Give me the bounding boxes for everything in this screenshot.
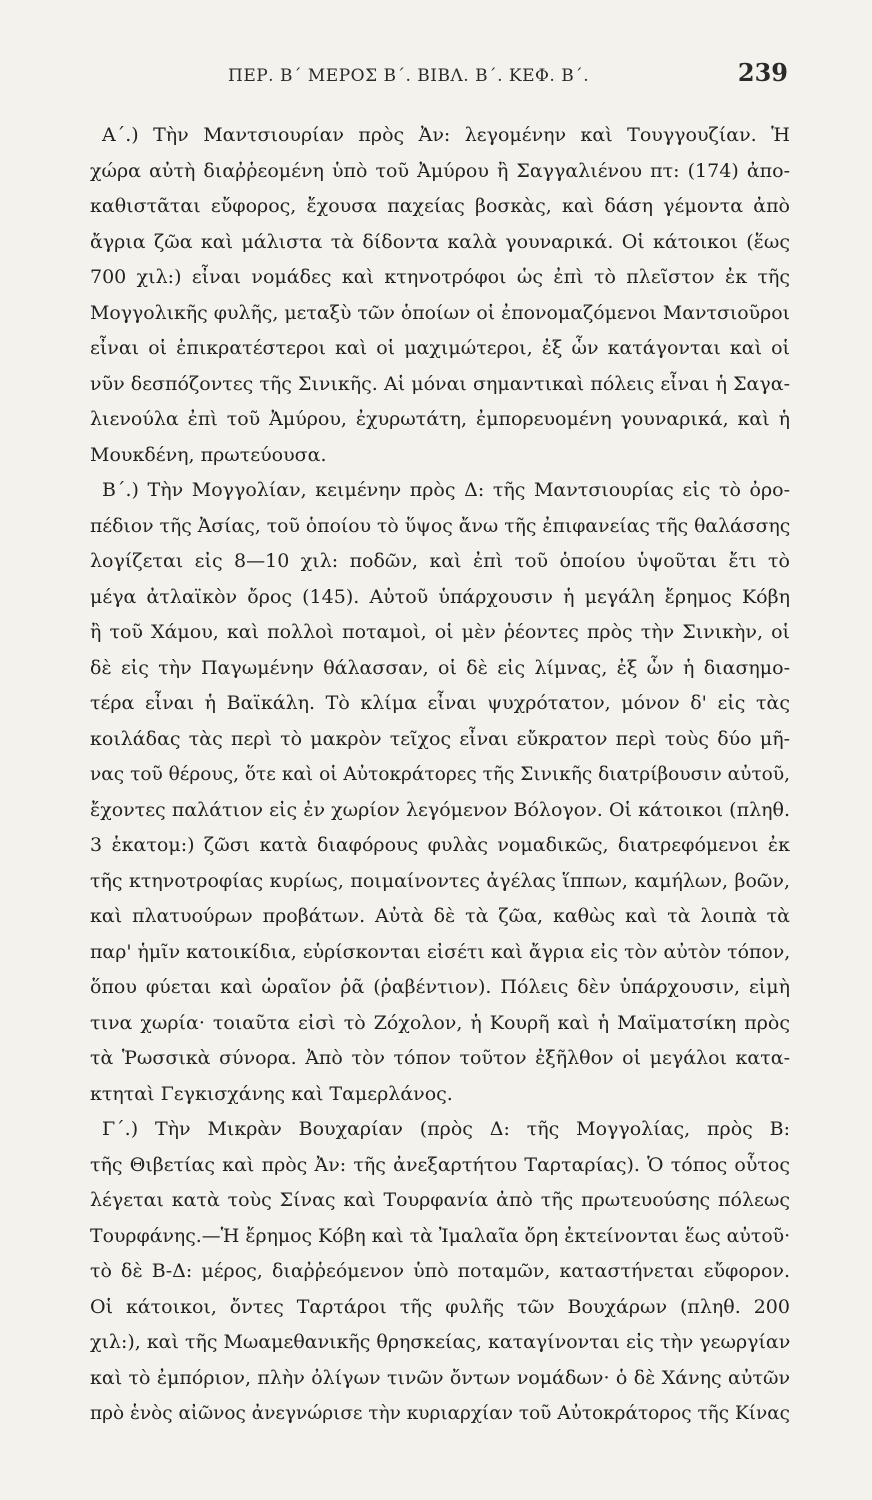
running-head: ΠΕΡ. Β΄ ΜΕΡΟΣ Β΄. ΒΙΒΛ. Β΄. ΚΕΦ. Β΄. [228, 66, 590, 86]
text-line: Α΄.) Τὴν Μαντσιουρίαν πρὸς Ἀν: λεγομένην καὶ Τουγγουζίαν. Ἡ [102, 124, 790, 146]
text-line: Γ΄.) Τὴν Μικρὰν Βουχαρίαν (πρὸς Δ: τῆς Μογγολίας, πρὸς Β: [102, 1118, 790, 1140]
text-line: Μογγολικῆς φυλῆς, μεταξὺ τῶν ὁποίων οἱ ἐπονομαζόμενοι Μαντσιοῦροι [90, 301, 790, 324]
text-line: καὶ τὸ ἐμπόριον, πλὴν ὀλίγων τινῶν ὄντων νομάδων· ὁ δὲ Χάνης αὐτῶν [90, 1366, 790, 1389]
text-line: νας τοῦ θέρους, ὅτε καὶ οἱ Αὐτοκράτορες τῆς Σινικῆς διατρίβουσιν αὐτοῦ, [90, 763, 790, 785]
text-line: λογίζεται εἰς 8—10 χιλ: ποδῶν, καὶ ἐπὶ τοῦ ὁποίου ὑψοῦται ἔτι τὸ [90, 550, 790, 572]
page-number: 239 [737, 58, 788, 87]
text-line: τὰ Ῥωσσικὰ σύνορα. Ἀπὸ τὸν τόπον τοῦτον ἐξῆλθον οἱ μεγάλοι κατα- [90, 1047, 790, 1069]
text-line: ἄγρια ζῶα καὶ μάλιστα τὰ δίδοντα καλὰ γουναρικά. Οἱ κάτοικοι (ἕως [90, 230, 790, 253]
text-line: καὶ πλατυούρων προβάτων. Αὐτὰ δὲ τὰ ζῶα, καθὼς καὶ τὰ λοιπὰ τὰ [90, 905, 790, 927]
text-line: πέδιον τῆς Ἀσίας, τοῦ ὁποίου τὸ ὕψος ἄνω τῆς ἐπιφανείας τῆς θαλάσσης [90, 514, 790, 537]
text-line: ὅπου φύεται καὶ ὡραῖον ῥᾶ (ῥαβέντιον). Πόλεις δὲν ὑπάρχουσιν, εἰμὴ [90, 976, 790, 998]
text-line: πρὸ ἑνὸς αἰῶνος ἀνεγνώρισε τὴν κυριαρχίαν τοῦ Αὐτοκράτορος τῆς Κίνας [90, 1402, 790, 1424]
text-line: δὲ εἰς τὴν Παγωμένην θάλασσαν, οἱ δὲ εἰς λίμνας, ἐξ ὧν ἡ διασημο- [90, 656, 790, 679]
text-line: 3 ἑκατομ:) ζῶσι κατὰ διαφόρους φυλὰς νομαδικῶς, διατρεφόμενοι ἐκ [90, 834, 790, 856]
text-line: ἢ τοῦ Χάμου, καὶ πολλοὶ ποταμοὶ, οἱ μὲν ῥέοντες πρὸς τὴν Σινικὴν, οἱ [90, 621, 790, 643]
text-line: τῆς κτηνοτροφίας κυρίως, ποιμαίνοντες ἀγέλας ἵππων, καμήλων, βοῶν, [90, 869, 790, 892]
text-line: Οἱ κάτοικοι, ὄντες Ταρτάροι τῆς φυλῆς τῶν Βουχάρων (πληθ. 200 [90, 1295, 790, 1318]
text-line: τινα χωρία· τοιαῦτα εἰσὶ τὸ Ζόχολον, ἡ Κουρῆ καὶ ἡ Μαϊματσίκη πρὸς [90, 1011, 790, 1034]
text-line: εἶναι οἱ ἐπικρατέστεροι καὶ οἱ μαχιμώτεροι, ἐξ ὧν κατάγονται καὶ οἱ [90, 337, 790, 359]
text-line: τὸ δὲ Β-Δ: μέρος, διαῤῥεόμενον ὑπὸ ποταμῶν, καταστήνεται εὔφορον. [90, 1260, 790, 1282]
text-line: χιλ:), καὶ τῆς Μωαμεθανικῆς θρησκείας, καταγίνονται εἰς τὴν γεωργίαν [90, 1331, 790, 1353]
text-line: λιενούλα ἐπὶ τοῦ Ἀμύρου, ἐχυρωτάτη, ἐμπορευομένη γουναρικά, καὶ ἡ [90, 408, 790, 430]
text-line: χώρα αὐτὴ διαῤῥεομένη ὑπὸ τοῦ Ἀμύρου ἢ Σαγγαλιένου πτ: (174) ἀπο- [90, 159, 790, 182]
text-line: παρ' ἡμῖν κατοικίδια, εὑρίσκονται εἰσέτι καὶ ἄγρια εἰς τὸν αὐτὸν τόπον, [90, 940, 790, 963]
text-line: τέρα εἶναι ἡ Βαϊκάλη. Τὸ κλίμα εἶναι ψυχρότατον, μόνον δ' εἰς τὰς [90, 692, 790, 714]
text-line: 700 χιλ:) εἶναι νομάδες καὶ κτηνοτρόφοι ὡς ἐπὶ τὸ πλεῖστον ἐκ τῆς [90, 266, 790, 288]
text-line: Β΄.) Τὴν Μογγολίαν, κειμένην πρὸς Δ: τῆς Μαντσιουρίας εἰς τὸ ὀρο- [102, 479, 790, 501]
text-line: τῆς Θιβετίας καὶ πρὸς Ἀν: τῆς ἀνεξαρτήτου Ταρταρίας). Ὁ τόπος οὗτος [90, 1153, 790, 1176]
text-line: ἔχοντες παλάτιον εἰς ἐν χωρίον λεγόμενον Βόλογον. Οἱ κάτοικοι (πληθ. [90, 798, 790, 821]
text-line: λέγεται κατὰ τοὺς Σίνας καὶ Τουρφανία ἀπὸ τῆς πρωτευούσης πόλεως [90, 1189, 790, 1211]
text-line: Τουρφάνης.—Ἡ ἔρημος Κόβη καὶ τὰ Ἰμαλαῖα ὄρη ἐκτείνονται ἕως αὐτοῦ· [90, 1224, 790, 1247]
text-line: νῦν δεσπόζοντες τῆς Σινικῆς. Αἱ μόναι σημαντικαὶ πόλεις εἶναι ἡ Σαγα- [90, 372, 790, 395]
text-line: Μουκδένη, πρωτεύουσα. [90, 443, 327, 466]
text-line: κοιλάδας τὰς περὶ τὸ μακρὸν τεῖχος εἶναι εὔκρατον περὶ τοὺς δύο μῆ- [90, 727, 790, 750]
page-header [228, 58, 788, 88]
text-line: μέγα ἀτλαϊκὸν ὄρος (145). Αὐτοῦ ὑπάρχουσιν ἡ μεγάλη ἔρημος Κόβη [90, 585, 790, 608]
text-line: κτηταὶ Γεγκισχάνης καὶ Ταμερλάνος. [90, 1082, 453, 1105]
text-line: καθιστᾶται εὔφορος, ἔχουσα παχείας βοσκὰς, καὶ δάση γέμοντα ἀπὸ [90, 195, 790, 217]
body-text [90, 118, 790, 1432]
